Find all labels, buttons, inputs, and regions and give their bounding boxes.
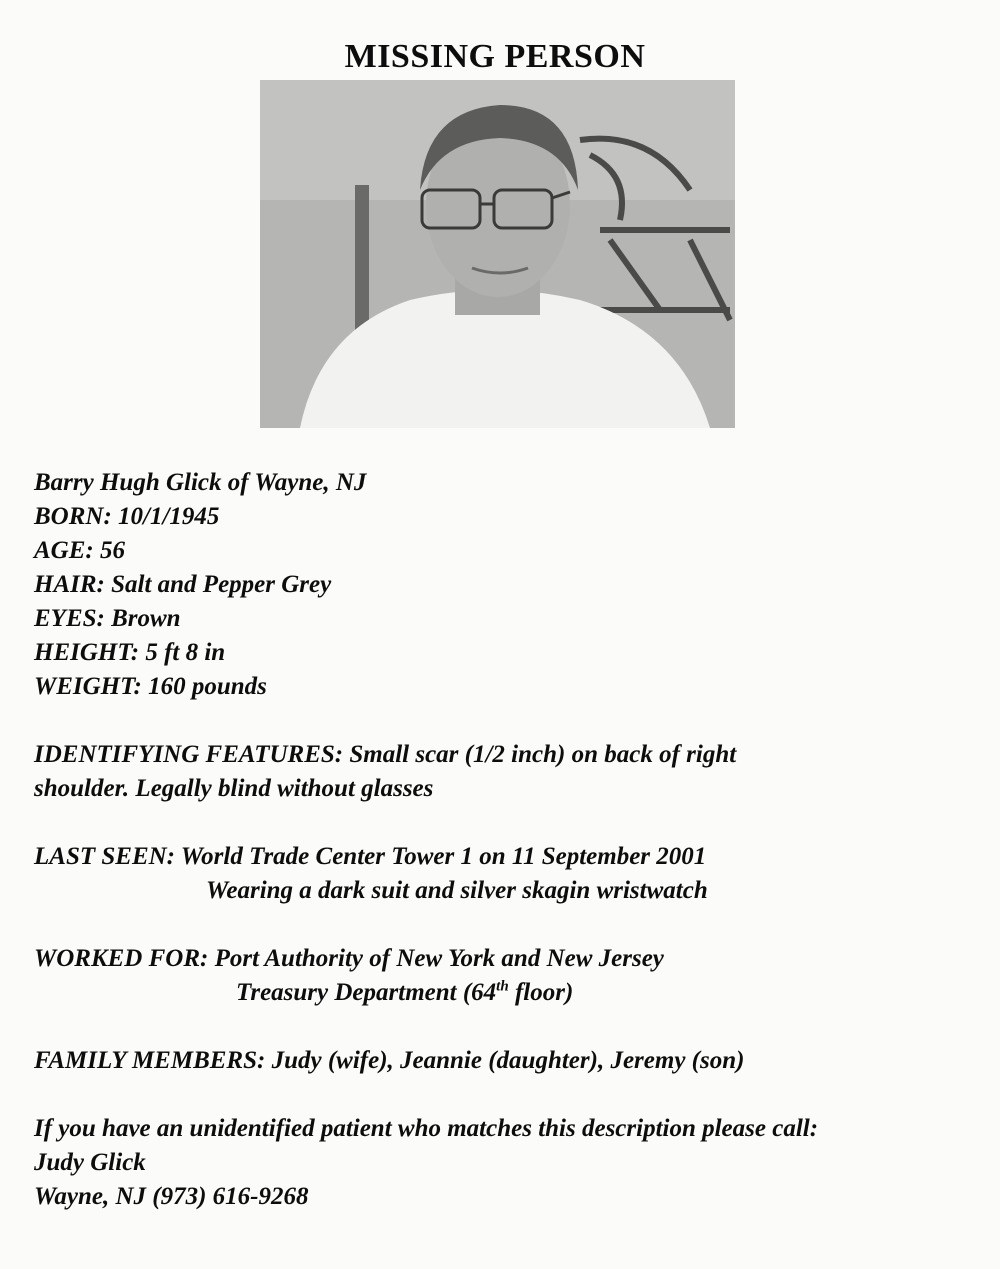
worked-for-line1: WORKED FOR: Port Authority of New York and New Jersey bbox=[34, 945, 664, 972]
identifying-features-line1: IDENTIFYING FEATURES: Small scar (1/2 inch) on back of right bbox=[34, 741, 737, 768]
identifying-features-line2: shoulder. Legally blind without glasses bbox=[34, 775, 434, 802]
contact-name: Judy Glick bbox=[34, 1149, 146, 1176]
family-members: FAMILY MEMBERS: Judy (wife), Jeannie (daughter), Jeremy (son) bbox=[34, 1047, 745, 1074]
portrait-photo-drawing bbox=[260, 80, 735, 428]
worked-for-dept: Treasury Department (64 bbox=[236, 979, 497, 1006]
person-name: Barry Hugh Glick of Wayne, NJ bbox=[34, 469, 367, 496]
worked-for-line2 bbox=[34, 976, 974, 1010]
contact-phone: Wayne, NJ (973) 616-9268 bbox=[34, 1183, 309, 1210]
contact-prompt: If you have an unidentified patient who matches this description please call: bbox=[34, 1115, 819, 1142]
eyes-field: EYES: Brown bbox=[34, 605, 181, 632]
portrait-photo bbox=[260, 80, 735, 428]
age-field: AGE: 56 bbox=[34, 537, 125, 564]
last-seen-line2: Wearing a dark suit and silver skagin wristwatch bbox=[206, 877, 708, 904]
weight-field: WEIGHT: 160 pounds bbox=[34, 673, 267, 700]
height-field: HEIGHT: 5 ft 8 in bbox=[34, 639, 226, 666]
hair-field: HAIR: Salt and Pepper Grey bbox=[34, 571, 332, 598]
missing-person-details bbox=[34, 466, 974, 1214]
floor-ordinal: th bbox=[496, 978, 509, 995]
worked-for-floor: floor) bbox=[508, 979, 574, 1006]
last-seen-line1: LAST SEEN: World Trade Center Tower 1 on 11 September 2001 bbox=[34, 843, 707, 870]
page-title: MISSING PERSON bbox=[344, 38, 646, 75]
born-field: BORN: 10/1/1945 bbox=[34, 503, 220, 530]
